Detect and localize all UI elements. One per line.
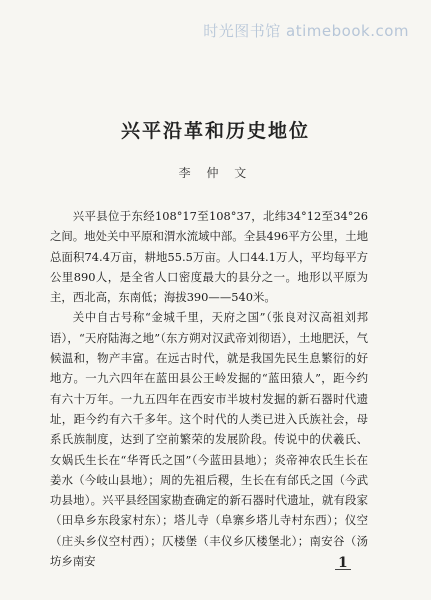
site-watermark: 时光图书馆 atimebook.com	[203, 22, 409, 40]
page-number: 1	[338, 555, 348, 571]
article-title: 兴平沿革和历史地位	[120, 120, 310, 142]
body-paragraph: 兴平县位于东经108°17至108°37，北纬34°12至34°26之间。地处关中平原和渭水流域中部。全县496平方公里，土地总面积74.4万亩，耕地55.5万亩。人口44.1万人，平均每平方公里890人，是全省人口密度最大的县分之一。地形以平原为主，西北高，东南低；海拔390——540米。	[50, 209, 368, 305]
article-author: 李 仲 文	[178, 166, 253, 180]
article-body	[50, 206, 368, 571]
body-paragraph: 关中自古号称“金城千里，天府之国”（张良对汉高祖刘邦语），“天府陆海之地”（东方朔对汉武帝刘彻语），土地肥沃，气候温和，物产丰富。在远古时代，就是我国先民生息繁衍的好地方。一九六四年在蓝田县公王岭发掘的“蓝田猿人”，距今约有六十万年。一九五四年在西安市半坡村发掘的新石器时代遗址，距今约有六千多年。这个时代的人类已进入氏族社会，母系氏族制度，达到了空前繁荣的发展阶段。传说中的伏羲氏、女娲氏生长在“华胥氏之国”（今蓝田县地）；炎帝神农氏生长在姜水（今岐山县地）；周的先祖后稷，生长在有邰氏之国（今武功县地）。兴平县经国家勘查确定的新石器时代遗址，就有段家（田阜乡东段家村东）；塔儿寺（阜寨乡塔儿寺村东西）；仪空（庄头乡仪空村西）；仄楼堡（丰仪乡仄楼堡北）；南安谷（汤坊乡南安	[50, 310, 368, 569]
